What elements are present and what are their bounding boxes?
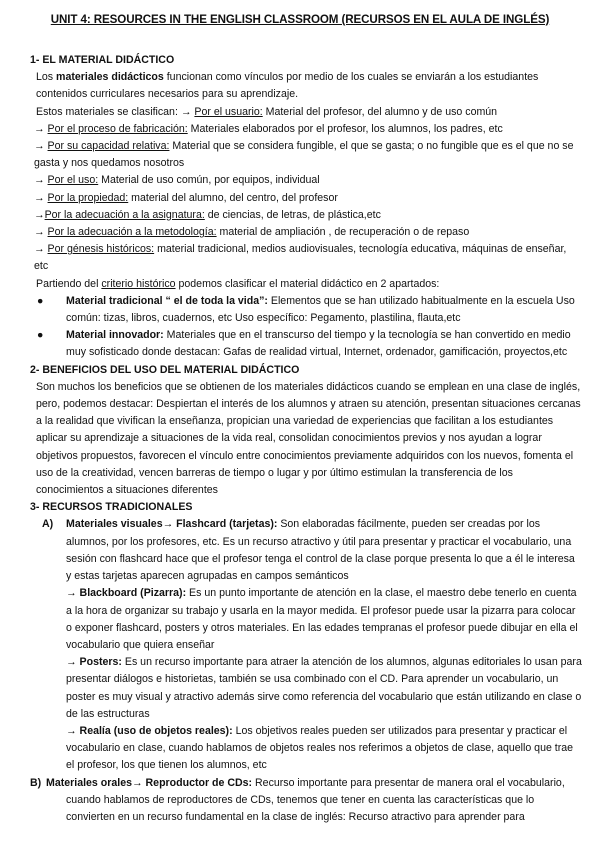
arrow-icon: → xyxy=(34,174,45,187)
arrow-icon: → xyxy=(162,518,174,531)
classification-item: → Por el uso: Material de uso común, por equipos, individual xyxy=(34,174,320,187)
classification-item: → Por la propiedad: material del alumno, del centro, del profesor xyxy=(34,191,338,204)
arrow-icon: → xyxy=(34,243,45,256)
arrow-icon: → xyxy=(34,208,45,221)
subsection-item: → Blackboard (Pizarra): Es un punto importante de atención en la clase, el maestro debe tenerlo en cuenta a la hora de organizar su trabajo y usarla en la mayor medida. El profesor puede usar la pizarra para colocar o exponer flashcard, posters y otros materiales. En las edades tempranas el profesor puede dibujar en ella el vocabulario que quiera enseñar xyxy=(66,587,578,651)
bullet-item: ● Material tradicional “ el de toda la vida”: Elementos que se han utilizado habitualmente en la escuela Uso común: tizas, libros, cuadernos, etc Uso específico: Pegamento, plastilina, flauta,etc xyxy=(37,294,575,325)
classify-line: Estos materiales se clasifican: → Por el usuario: Material del profesor, del alumno y de uso común xyxy=(36,105,498,118)
subsection-a: A) Materiales visuales→ Flashcard (tarjetas): Son elaboradas fácilmente, pueden ser creadas por los alumnos, por los profesores, etc. Es un recurso atractivo y útil para presentar y practicar el vocabulario, una sesión con flashcard hace que el profesor tenga el control de la clase porque presenta lo que a él le interesa y estas tarjetas aparecen agrupadas en campos semánticos xyxy=(42,518,575,583)
arrow-icon: → xyxy=(66,656,77,669)
subsection-b: B) Materiales orales→ Reproductor de CDs: Recurso importante para presentar de manera oral el vocabulario, cuando hablamos de reproductores de CDs, tenemos que tener en cuenta las características que lo convierten en un recurso fundamental en la clase de inglés: Recurso atractivo para aprender para xyxy=(30,776,565,823)
subsection-item: → Realía (uso de objetos reales): Los objetivos reales pueden ser utilizados para presentar y practicar el vocabulario en clase, cuando hablamos de objetos reales nos referimos a objetos de clase, aquello que trae el profesor, los que tienen los alumnos, etc xyxy=(66,724,574,772)
section-1-intro: Los materiales didácticos funcionan como vínculos por medio de los cuales se enviarán a los estudiantes contenidos curriculares necesarios para su aprendizaje. xyxy=(36,71,539,101)
arrow-icon: → xyxy=(66,587,77,600)
bullet-icon: ● xyxy=(37,294,44,307)
arrow-icon: → xyxy=(34,191,45,204)
section-3-heading: 3- RECURSOS TRADICIONALES xyxy=(30,501,193,514)
bullet-icon: ● xyxy=(37,329,44,342)
partiendo-line: Partiendo del criterio histórico podemos clasificar el material didáctico en 2 apartados: xyxy=(36,277,440,290)
arrow-icon: → xyxy=(180,105,192,118)
arrow-icon: → xyxy=(131,776,143,789)
arrow-icon: → xyxy=(34,122,45,135)
section-1-heading: 1- EL MATERIAL DIDÁCTICO xyxy=(30,54,175,66)
subsection-a-label: A) xyxy=(42,518,54,531)
classification-item: →Por la adecuación a la asignatura: de ciencias, de letras, de plástica,etc xyxy=(34,208,381,221)
classification-item: → Por su capacidad relativa: Material que se considera fungible, el que se gasta; o no fungible que es el que no se gasta y nos quedamos nosotros xyxy=(34,140,574,170)
section-2-heading: 2- BENEFICIOS DEL USO DEL MATERIAL DIDÁCTICO xyxy=(30,363,300,376)
subsection-item: → Posters: Es un recurso importante para atraer la atención de los alumnos, algunas editoriales lo usan para presentar diálogos e historietas, también se usa combinado con el CD. Para aprender un vocabulario, un poster es muy visual y atractivo además sirve como referencia del vocabulario que están utilizando en clase o de las estructuras xyxy=(66,656,582,720)
subsection-b-label: B) xyxy=(30,776,42,789)
document-body xyxy=(30,52,582,826)
classification-item: → Por la adecuación a la metodología: material de ampliación , de recuperación o de repaso xyxy=(34,226,470,239)
arrow-icon: → xyxy=(66,724,77,737)
arrow-icon: → xyxy=(34,140,45,153)
classification-item: → Por génesis históricos: material tradicional, medios audiovisuales, tecnología educativa, máquinas de enseñar, etc xyxy=(34,243,567,273)
arrow-icon: → xyxy=(34,226,45,239)
classification-item: → Por el proceso de fabricación: Materiales elaborados por el profesor, los alumnos, los padres, etc xyxy=(34,122,503,135)
bullet-item: ● Material innovador: Materiales que en el transcurso del tiempo y la tecnología se han convertido en medio muy sofisticado donde destacan: Gafas de realidad virtual, Internet, ordenador, gamificación, proyectos,etc xyxy=(37,329,571,359)
section-2-paragraph: Son muchos los beneficios que se obtienen de los materiales didácticos cuando se emplean en una clase de inglés, pero, podemos destacar: Despiertan el interés de los alumnos y atraen su atención, presentan situaciones cercanas a la realidad que vivifican la enseñanza, propician una variedad de experiencias que facilitan a los estudiantes aplicar su aprendizaje a situaciones de la vida real, consolidan conocimientos previos y nos ayudan a lograr objetivos propuestos, favorecen el vínculo entre conocimientos previamente adquiridos con los nuevos, fomenta el uso de la creatividad, vencen barreras de tiempo o lugar y por último estimulan la transferencia de los conocimientos a situaciones diferentes xyxy=(36,380,581,497)
page-title: UNIT 4: RESOURCES IN THE ENGLISH CLASSROOM (RECURSOS EN EL AULA DE INGLÉS) xyxy=(50,13,550,26)
